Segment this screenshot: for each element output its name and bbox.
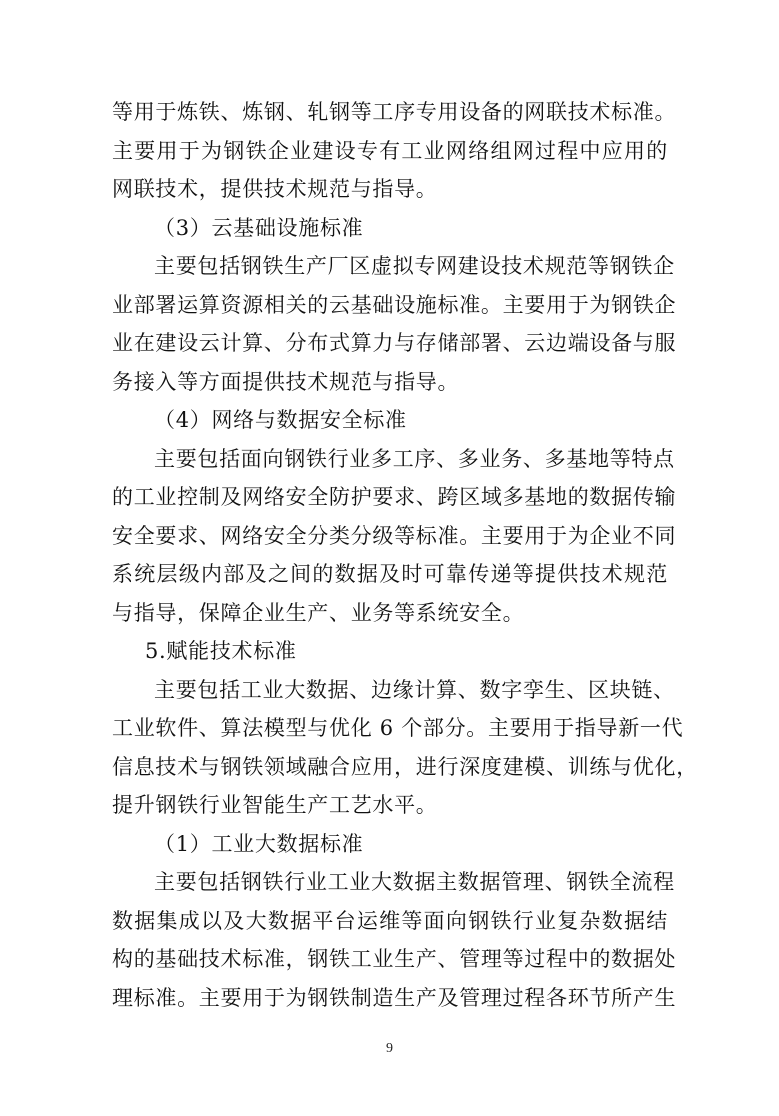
text-line: 提升钢铁行业智能生产工艺水平。 [112, 793, 438, 817]
text-line: 与指导，保障企业生产、业务等系统安全。 [112, 600, 525, 625]
text-line: 业在建设云计算、分布式算力与存储部署、云边端设备与服 [112, 331, 677, 355]
text-line: 等用于炼铁、炼钢、轧钢等工序专用设备的网联技术标准。 [112, 100, 677, 124]
paragraph-first-line: 主要包括工业大数据、边缘计算、数字孪生、区块链、 [154, 677, 675, 702]
text-line: 构的基础技术标准，钢铁工业生产、管理等过程中的数据处 [112, 947, 677, 971]
paragraph-first-line: 主要包括钢铁生产厂区虚拟专网建设技术规范等钢铁企 [154, 254, 675, 278]
text-line: 工业软件、算法模型与优化 6 个部分。主要用于指导新一代 [112, 716, 684, 740]
section-heading: （4）网络与数据安全标准 [154, 408, 407, 432]
text-line: 数据集成以及大数据平台运维等面向钢铁行业复杂数据结 [112, 908, 668, 933]
page-number: 9 [386, 1041, 393, 1056]
text-line: 主要用于为钢铁企业建设专有工业网络组网过程中应用的 [112, 138, 668, 163]
text-line: 网联技术，提供技术规范与指导。 [112, 177, 438, 201]
paragraph-first-line: 主要包括钢铁行业工业大数据主数据管理、钢铁全流程 [154, 870, 675, 894]
section-heading: 5.赋能技术标准 [145, 639, 297, 663]
text-line: 业部署运算资源相关的云基础设施标准。主要用于为钢铁企 [112, 292, 677, 317]
section-heading: （1）工业大数据标准 [154, 831, 364, 856]
section-heading: （3）云基础设施标准 [154, 215, 364, 240]
text-line: 安全要求、网络安全分类分级等标准。主要用于为企业不同 [112, 523, 677, 548]
text-line: 的工业控制及网络安全防护要求、跨区域多基地的数据传输 [112, 485, 677, 509]
text-line: 系统层级内部及之间的数据及时可靠传递等提供技术规范 [112, 562, 668, 586]
paragraph-first-line: 主要包括面向钢铁行业多工序、多业务、多基地等特点 [154, 446, 675, 471]
text-line: 理标准。主要用于为钢铁制造生产及管理过程各环节所产生 [112, 985, 677, 1010]
text-line: 务接入等方面提供技术规范与指导。 [112, 369, 460, 394]
document-body [112, 93, 698, 1017]
text-line: 信息技术与钢铁领域融合应用，进行深度建模、训练与优化， [112, 754, 698, 779]
